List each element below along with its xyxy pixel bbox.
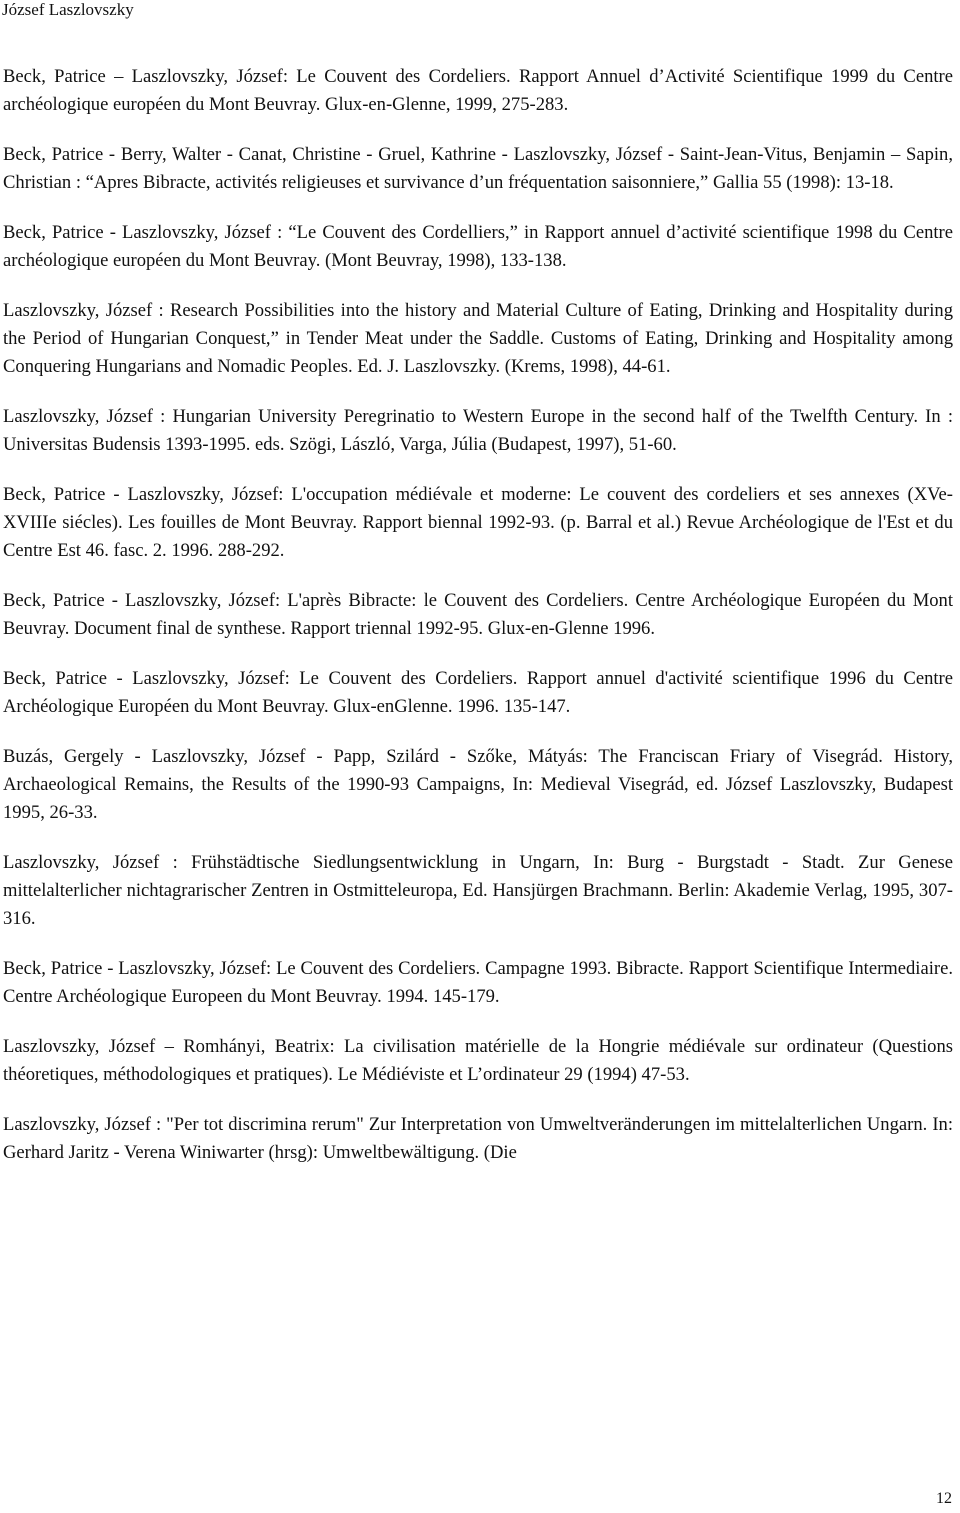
- bibliography-entry: Beck, Patrice - Laszlovszky, József : “Le Couvent des Cordelliers,” in Rapport annuel d’activité scientifique 1998 du Centre archéologique européen du Mont Beuvray. (Mont Beuvray, 1998), 133-138.: [3, 222, 953, 271]
- bibliography-entry: Laszlovszky, József : Hungarian University Peregrinatio to Western Europe in the second half of the Twelfth Century. In : Universitas Budensis 1393-1995. eds. Szögi, László, Varga, Júlia (Budapest, 1997), 51-60.: [3, 406, 953, 455]
- bibliography-entry: Laszlovszky, József : Research Possibilities into the history and Material Culture of Eating, Drinking and Hospitality during the Period of Hungarian Conquest,” in Tender Meat under the Saddle. Customs of Eating, Drinking and Hospitality among Conquering Hungarians and Nomadic Peoples. Ed. J. Laszlovszky. (Krems, 1998), 44-61.: [3, 300, 953, 377]
- bibliography-entry: Beck, Patrice - Laszlovszky, József: L'occupation médiévale et moderne: Le couvent des cordeliers et ses annexes (XVe-XVIIIe siécles). Les fouilles de Mont Beuvray. Rapport biennal 1992-93. (p. Barral et al.) Revue Archéologique de l'Est et du Centre Est 46. fasc. 2. 1996. 288-292.: [3, 484, 953, 561]
- bibliography-entry: Beck, Patrice - Laszlovszky, József: L'après Bibracte: le Couvent des Cordeliers. Centre Archéologique Européen du Mont Beuvray. Document final de synthese. Rapport triennal 1992-95. Glux-en-Glenne 1996.: [3, 590, 953, 639]
- page-number: 12: [936, 1490, 952, 1507]
- bibliography-entry: Buzás, Gergely - Laszlovszky, József - Papp, Szilárd - Szőke, Mátyás: The Franciscan Friary of Visegrád. History, Archaeological Remains, the Results of the 1990-93 Campaigns, In: Medieval Visegrád, ed. József Laszlovszky, Budapest 1995, 26-33.: [3, 746, 953, 823]
- bibliography-entry: Beck, Patrice - Berry, Walter - Canat, Christine - Gruel, Kathrine - Laszlovszky, József - Saint-Jean-Vitus, Benjamin – Sapin, Christian : “Apres Bibracte, activités religieuses et survivance d’un fréquentation saisonniere,” Gallia 55 (1998): 13-18.: [3, 144, 953, 193]
- running-header: József Laszlovszky: [2, 0, 134, 19]
- bibliography-list: [3, 63, 953, 1189]
- bibliography-entry: Laszlovszky, József : Frühstädtische Siedlungsentwicklung in Ungarn, In: Burg - Burgstadt - Stadt. Zur Genese mittelalterlicher nichtagrarischer Zentren in Ostmitteleuropa, Ed. Hansjürgen Brachmann. Berlin: Akademie Verlag, 1995, 307-316.: [3, 852, 953, 929]
- bibliography-entry: Laszlovszky, József : "Per tot discrimina rerum" Zur Interpretation von Umweltveränderungen im mittelalterlichen Ungarn. In: Gerhard Jaritz - Verena Winiwarter (hrsg): Umweltbewältigung. (Die: [3, 1114, 953, 1163]
- bibliography-entry: Beck, Patrice - Laszlovszky, József: Le Couvent des Cordeliers. Campagne 1993. Bibracte. Rapport Scientifique Intermediaire. Centre Archéologique Europeen du Mont Beuvray. 1994. 145-179.: [3, 958, 953, 1007]
- bibliography-entry: Beck, Patrice – Laszlovszky, József: Le Couvent des Cordeliers. Rapport Annuel d’Activité Scientifique 1999 du Centre archéologique européen du Mont Beuvray. Glux-en-Glenne, 1999, 275-283.: [3, 66, 953, 115]
- bibliography-entry: Beck, Patrice - Laszlovszky, József: Le Couvent des Cordeliers. Rapport annuel d'activité scientifique 1996 du Centre Archéologique Européen du Mont Beuvray. Glux-enGlenne. 1996. 135-147.: [3, 668, 953, 717]
- bibliography-entry: Laszlovszky, József – Romhányi, Beatrix: La civilisation matérielle de la Hongrie médiévale sur ordinateur (Questions théoretiques, méthodologiques et pratiques). Le Médiéviste et L’ordinateur 29 (1994) 47-53.: [3, 1036, 953, 1085]
